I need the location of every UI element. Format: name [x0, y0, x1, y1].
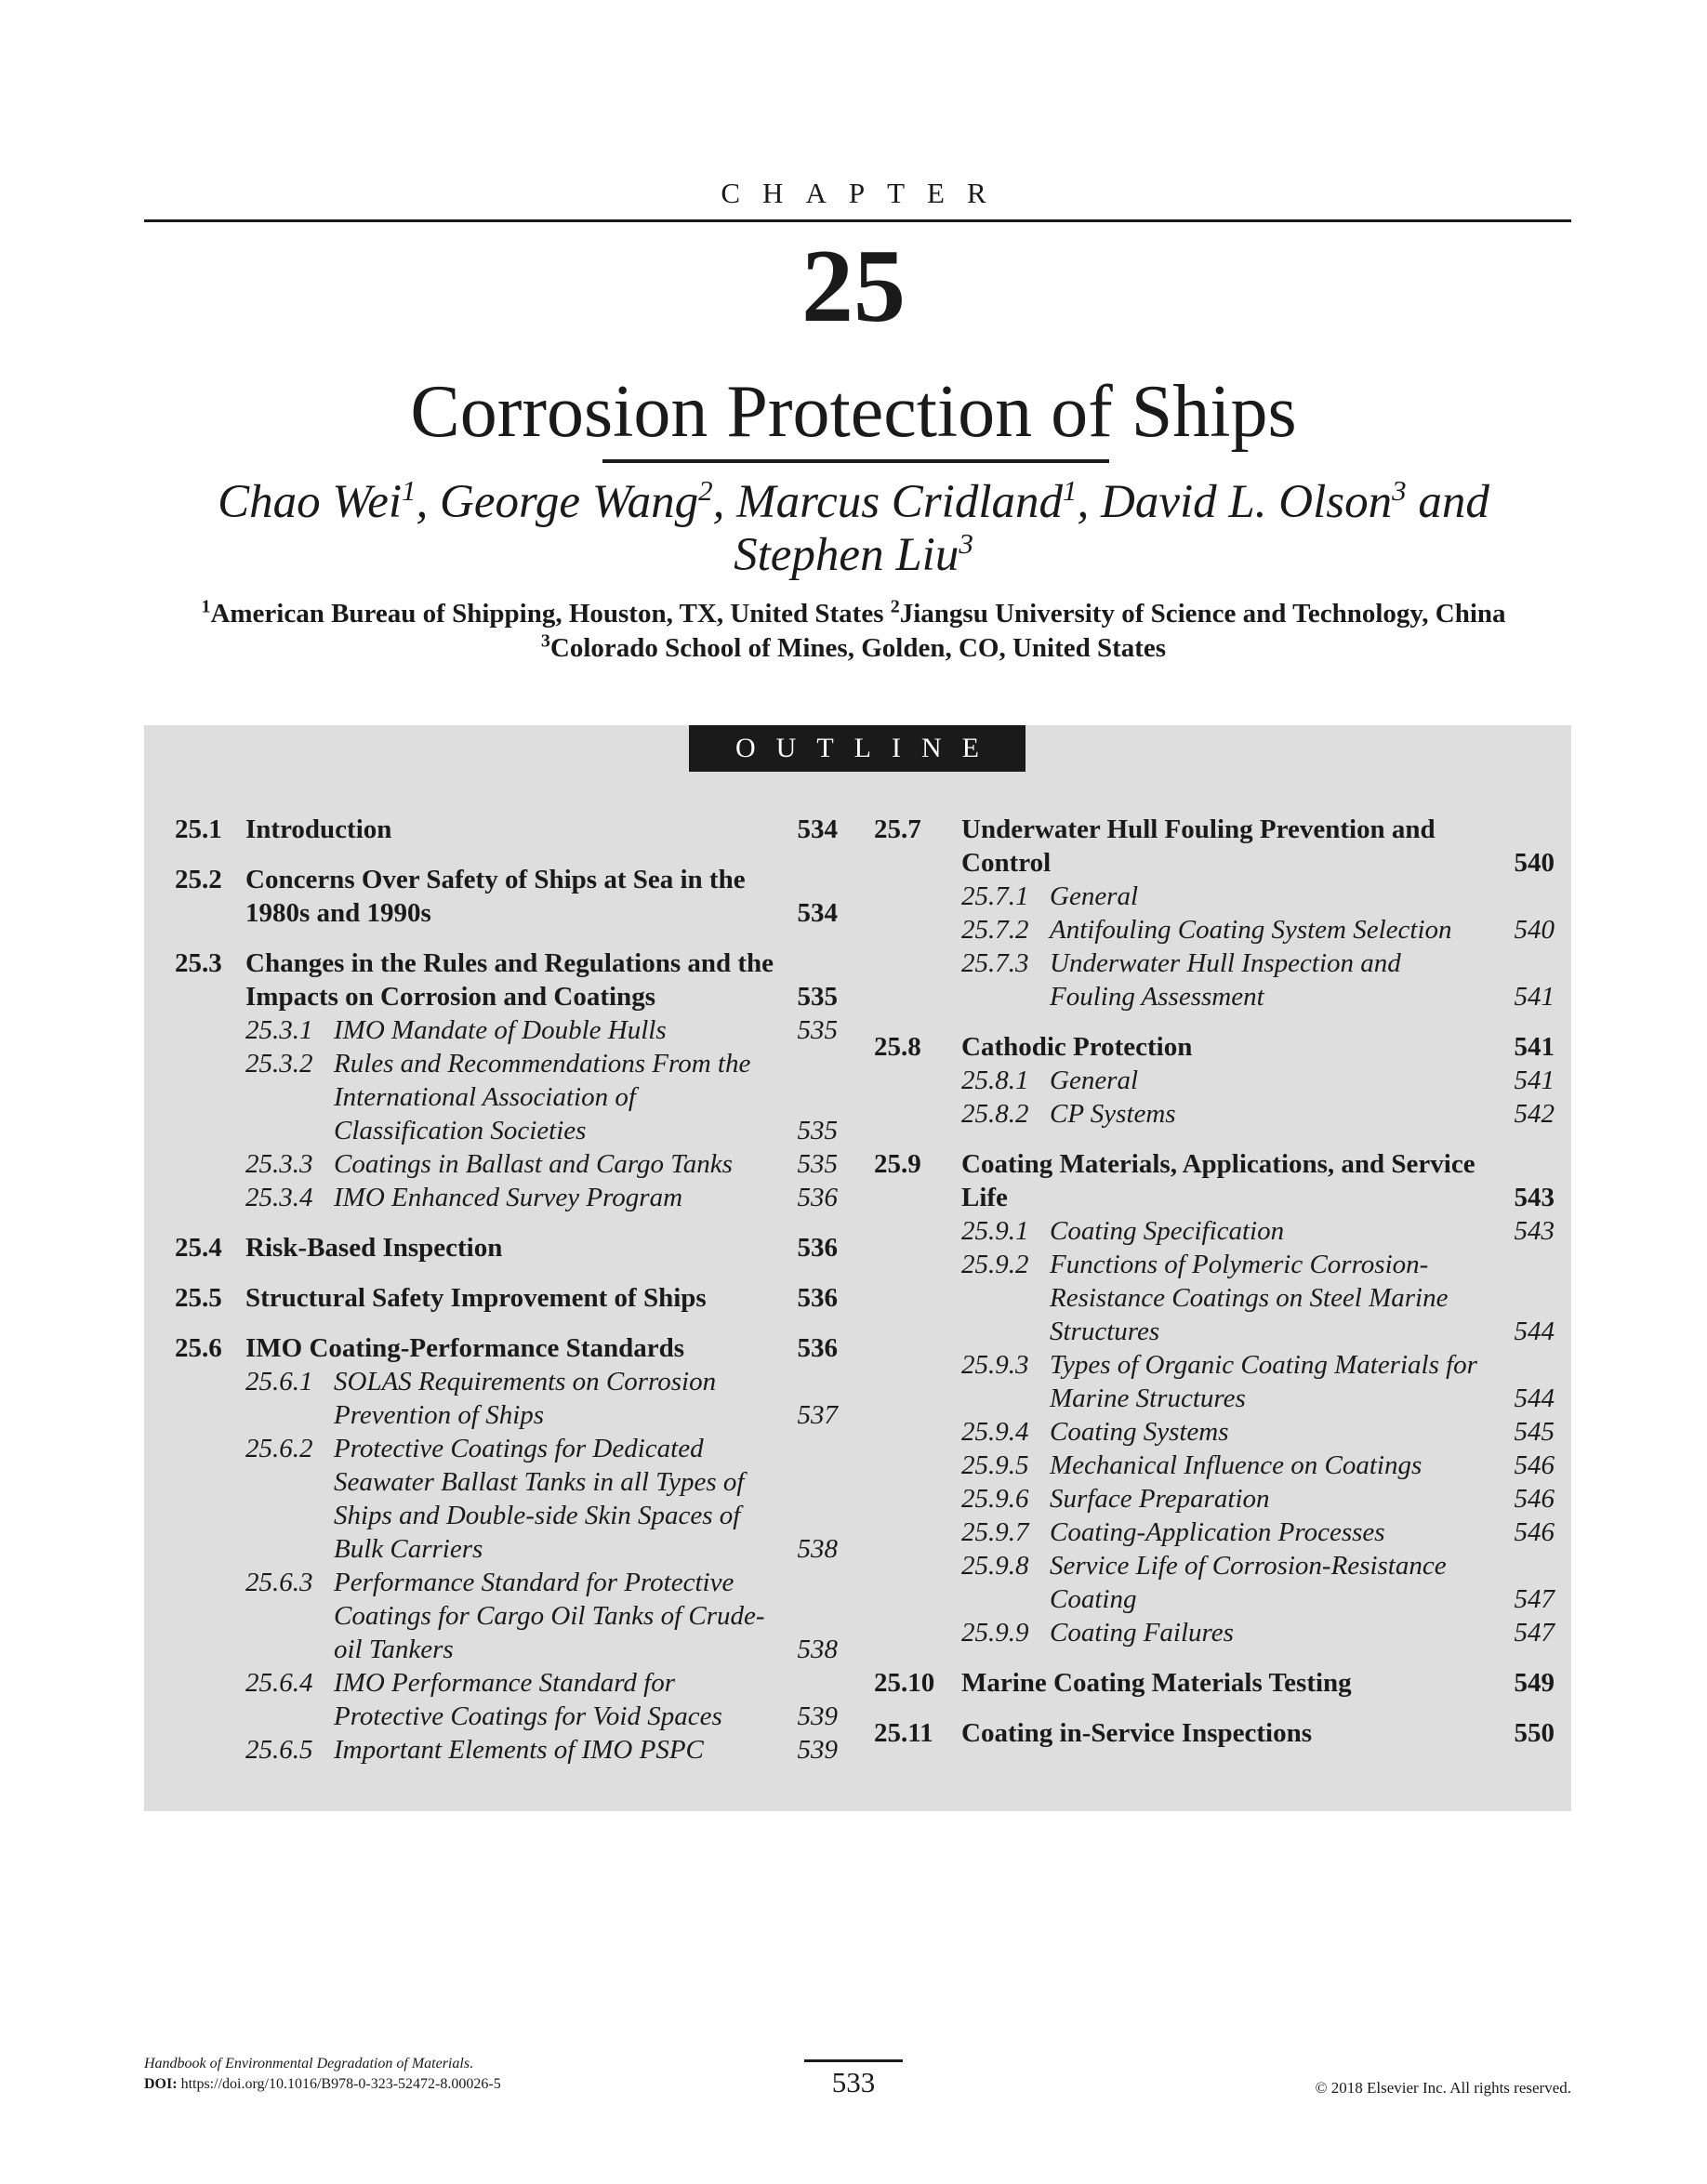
outline-entry-number: 25.9.8 — [961, 1551, 1029, 1581]
author-separator: , — [1077, 476, 1101, 528]
page-number: 533 — [831, 2066, 876, 2098]
outline-section-entry[interactable] — [175, 1281, 838, 1315]
outline-entry-title: Changes in the Rules and Regulations and the Impacts on Corrosion and Coatings — [245, 948, 774, 1012]
outline-entry-page: 536 — [797, 1333, 838, 1363]
outline-entry-page: 539 — [797, 1701, 838, 1731]
outline-entry-page: 547 — [1514, 1618, 1555, 1648]
outline-section-entry[interactable] — [175, 813, 838, 846]
outline-section-entry[interactable] — [874, 1030, 1555, 1064]
affiliation-text: American Bureau of Shipping, Houston, TX, United States — [210, 599, 891, 629]
author-name: Stephen Liu — [734, 529, 959, 581]
outline-entry-page: 547 — [1514, 1584, 1555, 1614]
outline-entry-page: 545 — [1514, 1417, 1555, 1447]
outline-entry-number: 25.1 — [175, 814, 222, 844]
outline-subsection-entry[interactable] — [874, 1214, 1555, 1248]
outline-entry-number: 25.9.4 — [961, 1417, 1029, 1447]
outline-entry-number: 25.9.7 — [961, 1517, 1029, 1547]
outline-entry-title: Functions of Polymeric Corrosion-Resistance Coatings on Steel Marine Structures — [1050, 1250, 1449, 1346]
outline-entry-title: Underwater Hull Inspection and Fouling Assessment — [1050, 948, 1401, 1012]
outline-subsection-entry[interactable] — [874, 1449, 1555, 1482]
outline-entry-title: Concerns Over Safety of Ships at Sea in the 1980s and 1990s — [245, 865, 746, 928]
outline-entry-page: 541 — [1514, 1066, 1555, 1095]
outline-entry-number: 25.9.2 — [961, 1250, 1029, 1279]
outline-subsection-entry[interactable] — [874, 1348, 1555, 1415]
outline-subsection-entry[interactable] — [175, 1365, 838, 1432]
outline-subsection-entry[interactable] — [874, 913, 1555, 946]
outline-entry-number: 25.6.4 — [245, 1668, 313, 1698]
affiliation-number: 2 — [890, 596, 900, 617]
outline-entry-page: 537 — [797, 1400, 838, 1430]
outline-subsection-entry[interactable] — [874, 1482, 1555, 1516]
outline-entry-number: 25.4 — [175, 1233, 222, 1263]
outline-entry-number: 25.3.2 — [245, 1049, 313, 1079]
footer-rule — [804, 2059, 903, 2062]
outline-section-entry[interactable] — [175, 946, 838, 1013]
author-affiliation-mark: 1 — [1063, 474, 1078, 507]
outline-entry-page: 541 — [1514, 982, 1555, 1012]
outline-entry-number: 25.2 — [175, 865, 222, 894]
outline-entry-title: Marine Coating Materials Testing — [961, 1668, 1352, 1698]
outline-left-column — [175, 813, 838, 1767]
outline-entry-number: 25.7.1 — [961, 881, 1029, 911]
outline-entry-title: Structural Safety Improvement of Ships — [245, 1283, 707, 1313]
book-title-suffix: . — [470, 2056, 474, 2071]
outline-entry-number: 25.6 — [175, 1333, 222, 1363]
outline-entry-page: 538 — [797, 1635, 838, 1664]
outline-entry-number: 25.8.1 — [961, 1066, 1029, 1095]
outline-entry-page: 549 — [1514, 1668, 1555, 1698]
outline-subsection-entry[interactable] — [874, 1616, 1555, 1649]
outline-entry-title: Coating Specification — [1050, 1216, 1285, 1246]
outline-entry-title: Coating in-Service Inspections — [961, 1718, 1312, 1748]
outline-entry-number: 25.6.3 — [245, 1568, 313, 1597]
outline-entry-title: Coating Materials, Applications, and Service Life — [961, 1149, 1475, 1212]
outline-entry-title: Coating Systems — [1050, 1417, 1229, 1447]
outline-entry-title: Risk-Based Inspection — [245, 1233, 503, 1263]
outline-entry-title: Performance Standard for Protective Coatings for Cargo Oil Tanks of Crude-oil Tankers — [334, 1568, 765, 1664]
chapter-label: CHAPTER — [721, 177, 1009, 209]
outline-entry-page: 546 — [1514, 1450, 1555, 1480]
outline-subsection-entry[interactable] — [874, 1415, 1555, 1449]
outline-subsection-entry[interactable] — [175, 1733, 838, 1767]
outline-entry-page: 534 — [797, 898, 838, 928]
affiliation-text: Jiangsu University of Science and Technology, China — [899, 599, 1506, 629]
outline-subsection-entry[interactable] — [874, 1097, 1555, 1131]
outline-entry-title: General — [1050, 1066, 1139, 1095]
outline-entry-title: Mechanical Influence on Coatings — [1050, 1450, 1422, 1480]
outline-subsection-entry[interactable] — [874, 1248, 1555, 1348]
outline-entry-number: 25.6.5 — [245, 1735, 313, 1765]
outline-entry-title: Surface Preparation — [1050, 1484, 1270, 1514]
author-name: Marcus Cridland — [736, 476, 1063, 528]
outline-entry-page: 535 — [797, 982, 838, 1012]
author-affiliation-mark: 3 — [1392, 474, 1407, 507]
outline-entry-page: 544 — [1514, 1317, 1555, 1346]
outline-entry-page: 546 — [1514, 1517, 1555, 1547]
doi-label: DOI: — [144, 2076, 178, 2092]
outline-entry-number: 25.5 — [175, 1283, 222, 1313]
outline-subsection-entry[interactable] — [175, 1666, 838, 1733]
outline-entry-number: 25.9.9 — [961, 1618, 1029, 1648]
footer-citation — [144, 2054, 501, 2095]
outline-entry-title: Cathodic Protection — [961, 1032, 1193, 1062]
outline-entry-number: 25.3.4 — [245, 1183, 313, 1212]
outline-entry-page: 542 — [1514, 1099, 1555, 1129]
outline-entry-number: 25.8.2 — [961, 1099, 1029, 1129]
outline-entry-title: IMO Enhanced Survey Program — [334, 1183, 683, 1212]
author-affiliation-mark: 3 — [959, 527, 973, 560]
outline-entry-number: 25.3.3 — [245, 1149, 313, 1179]
author-affiliation-mark: 1 — [402, 474, 417, 507]
outline-entry-title: Rules and Recommendations From the International Association of Classification Societies — [334, 1049, 751, 1145]
outline-entry-page: 544 — [1514, 1383, 1555, 1413]
outline-entry-page: 534 — [797, 814, 838, 844]
outline-subsection-entry[interactable] — [175, 1013, 838, 1047]
outline-subsection-entry[interactable] — [874, 880, 1555, 913]
author-separator: and — [1406, 476, 1489, 528]
outline-entry-page: 550 — [1514, 1718, 1555, 1748]
outline-section-entry[interactable] — [874, 1147, 1555, 1214]
outline-entry-number: 25.10 — [874, 1668, 935, 1698]
affiliation-text: Colorado School of Mines, Golden, CO, United States — [549, 633, 1167, 663]
outline-entry-title: Coating Failures — [1050, 1618, 1234, 1648]
outline-section-entry[interactable] — [874, 813, 1555, 880]
outline-entry-number: 25.7.2 — [961, 915, 1029, 945]
outline-entry-number: 25.11 — [874, 1718, 933, 1748]
outline-subsection-entry[interactable] — [175, 1047, 838, 1147]
affiliation-line-1 — [121, 596, 1586, 631]
copyright: © 2018 Elsevier Inc. All rights reserved. — [1315, 2079, 1571, 2097]
outline-subsection-entry[interactable] — [874, 1064, 1555, 1097]
outline-entry-page: 543 — [1514, 1183, 1555, 1212]
affiliation-number: 3 — [540, 630, 550, 652]
outline-section-entry[interactable] — [175, 1331, 838, 1365]
outline-entry-number: 25.9.3 — [961, 1350, 1029, 1380]
outline-entry-number: 25.7.3 — [961, 948, 1029, 978]
author-name: David L. Olson — [1101, 476, 1393, 528]
outline-entry-title: Underwater Hull Fouling Prevention and Control — [961, 814, 1436, 878]
outline-subsection-entry[interactable] — [874, 1516, 1555, 1549]
outline-entry-title: IMO Performance Standard for Protective Coatings for Void Spaces — [334, 1668, 722, 1731]
outline-entry-number: 25.3.1 — [245, 1015, 313, 1045]
book-title: Handbook of Environmental Degradation of Materials — [144, 2056, 470, 2071]
affiliation-line-2 — [121, 630, 1586, 666]
outline-entry-number: 25.9 — [874, 1149, 921, 1179]
affiliation-number: 1 — [201, 596, 211, 617]
outline-subsection-entry[interactable] — [175, 1566, 838, 1666]
outline-entry-page: 543 — [1514, 1216, 1555, 1246]
outline-entry-title: Important Elements of IMO PSPC — [334, 1735, 704, 1765]
outline-right-column — [874, 813, 1555, 1750]
title-rule — [602, 459, 1109, 463]
authors — [167, 476, 1540, 582]
doi-link[interactable]: https://doi.org/10.1016/B978-0-323-52472-8.00026-5 — [177, 2076, 501, 2092]
outline-entry-number: 25.9.5 — [961, 1450, 1029, 1480]
outline-entry-page: 535 — [797, 1149, 838, 1179]
outline-entry-title: IMO Coating-Performance Standards — [245, 1333, 685, 1363]
outline-entry-title: Antifouling Coating System Selection — [1050, 915, 1452, 945]
outline-subsection-entry[interactable] — [874, 1549, 1555, 1616]
header-rule — [144, 219, 1571, 222]
author-affiliation-mark: 2 — [698, 474, 713, 507]
outline-entry-title: Service Life of Corrosion-Resistance Coating — [1050, 1551, 1447, 1614]
outline-entry-page: 535 — [797, 1015, 838, 1045]
outline-entry-number: 25.9.1 — [961, 1216, 1029, 1246]
outline-entry-number: 25.8 — [874, 1032, 921, 1062]
outline-entry-title: Coatings in Ballast and Cargo Tanks — [334, 1149, 733, 1179]
outline-section-entry[interactable] — [175, 1231, 838, 1264]
author-separator: , — [712, 476, 737, 528]
outline-entry-page: 538 — [797, 1534, 838, 1564]
outline-entry-page: 536 — [797, 1233, 838, 1263]
outline-label: OUTLINE — [689, 725, 1026, 772]
outline-entry-number: 25.6.2 — [245, 1434, 313, 1463]
outline-entry-title: Introduction — [245, 814, 392, 844]
outline-subsection-entry[interactable] — [175, 1147, 838, 1181]
outline-section-entry[interactable] — [874, 1666, 1555, 1700]
outline-entry-title: Coating-Application Processes — [1050, 1517, 1385, 1547]
author-name: George Wang — [440, 476, 699, 528]
chapter-number: 25 — [801, 229, 906, 344]
outline-entry-page: 546 — [1514, 1484, 1555, 1514]
author-separator: , — [416, 476, 441, 528]
outline-entry-page: 536 — [797, 1283, 838, 1313]
outline-entry-title: Protective Coatings for Dedicated Seawater Ballast Tanks in all Types of Ships and Double-side Skin Spaces of Bulk Carriers — [334, 1434, 745, 1564]
chapter-title: Corrosion Protection of Ships — [410, 371, 1297, 453]
outline-entry-title: IMO Mandate of Double Hulls — [334, 1015, 667, 1045]
outline-subsection-entry[interactable] — [874, 946, 1555, 1013]
outline-entry-title: CP Systems — [1050, 1099, 1176, 1129]
outline-entry-number: 25.6.1 — [245, 1367, 313, 1396]
outline-subsection-entry[interactable] — [175, 1181, 838, 1214]
outline-section-entry[interactable] — [874, 1716, 1555, 1750]
outline-subsection-entry[interactable] — [175, 1432, 838, 1566]
outline-entry-page: 540 — [1514, 848, 1555, 878]
outline-entry-title: General — [1050, 881, 1139, 911]
outline-entry-page: 539 — [797, 1735, 838, 1765]
outline-entry-title: Types of Organic Coating Materials for Marine Structures — [1050, 1350, 1477, 1413]
outline-entry-title: SOLAS Requirements on Corrosion Prevention of Ships — [334, 1367, 717, 1430]
outline-entry-number: 25.9.6 — [961, 1484, 1029, 1514]
outline-entry-page: 535 — [797, 1116, 838, 1145]
outline-section-entry[interactable] — [175, 863, 838, 930]
outline-entry-number: 25.3 — [175, 948, 222, 978]
outline-entry-number: 25.7 — [874, 814, 921, 844]
outline-entry-page: 540 — [1514, 915, 1555, 945]
outline-entry-page: 541 — [1514, 1032, 1555, 1062]
outline-entry-page: 536 — [797, 1183, 838, 1212]
author-name: Chao Wei — [218, 476, 403, 528]
